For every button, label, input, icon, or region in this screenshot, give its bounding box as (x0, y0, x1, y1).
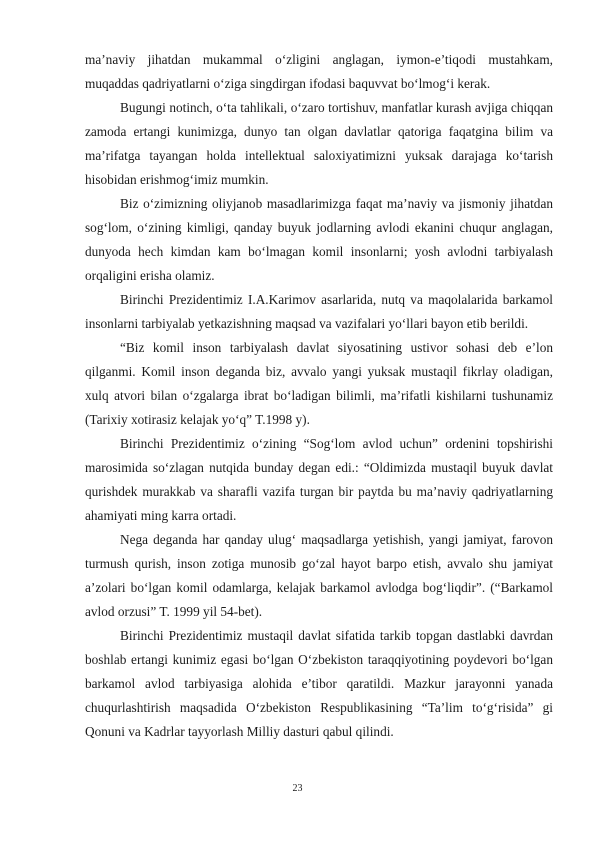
paragraph: Biz o‘zimizning oliyjanob masadlarimizga faqat ma’naviy va jismoniy jihatdan sog‘lom, o‘zining kimligi, qanday buyuk jodlarning avlodi ekanini chuqur anglagan, dunyoda hech kimdan kam bo‘lmagan komil insonlarni; yosh avlodni tarbiyalash orqaligini erisha olamiz. (85, 196, 553, 283)
paragraph: Birinchi Prezidentimiz mustaqil davlat sifatida tarkib topgan dastlabki davrdan boshlab ertangi kunimiz egasi bo‘lgan O‘zbekiston taraqqiyotining poydevori bo‘lgan barkamol avlod tarbiyasiga alohida e’tibor qaratildi. Mazkur jarayonni yanada chuqurlashtirish maqsadida O‘zbekiston Respublikasining “Ta’lim to‘g‘risida” gi Qonuni va Kadrlar tayyorlash Milliy dasturi qabul qilindi. (85, 628, 553, 739)
paragraph: Nega deganda har qanday ulug‘ maqsadlarga yetishish, yangi jamiyat, farovon turmush qurish, inson zotiga munosib go‘zal hayot barpo etish, avvalo shu jamiyat a’zolari bo‘lgan komil odamlarga, kelajak barkamol avlodga bog‘liqdir”. (“Barkamol avlod orzusi” T. 1999 yil 54-bet). (85, 532, 553, 619)
paragraph-continuation: ma’naviy jihatdan mukammal o‘zligini anglagan, iymon-e’tiqodi mustahkam, muqaddas qadriyatlarni o‘ziga singdirgan ifodasi baquvvat bo‘lmog‘i kerak. (85, 52, 553, 91)
paragraph: Birinchi Prezidentimiz I.A.Karimov asarlarida, nutq va maqolalarida barkamol insonlarni tarbiyalab yetkazishning maqsad va vazifalari yo‘llari bayon etib berildi. (85, 292, 553, 331)
page-body (85, 48, 553, 744)
paragraph: Birinchi Prezidentimiz o‘zining “Sog‘lom avlod uchun” ordenini topshirishi marosimida so‘zlagan nutqida bunday degan edi.: “Oldimizda mustaqil buyuk davlat qurishdek murakkab va sharafli vazifa turgan bir paytda bu ma’naviy qadriyatlarning ahamiyati ming karra ortadi. (85, 436, 553, 523)
paragraph: Bugungi notinch, o‘ta tahlikali, o‘zaro tortishuv, manfatlar kurash avjiga chiqqan zamoda ertangi kunimizga, dunyo tan olgan davlatlar qatoriga faqatgina bilim va ma’rifatga tayangan holda intellektual saloxiyatimizni yuksak darajaga ko‘tarish hisobidan erishmog‘imiz mumkin. (85, 100, 553, 187)
page-number: 23 (292, 783, 303, 794)
paragraph: “Biz komil inson tarbiyalash davlat siyosatining ustivor sohasi deb e’lon qilganmi. Komil inson deganda biz, avvalo yangi yuksak mustaqil fikrlay oladigan, xulq atvori bilan o‘zgalarga ibrat bo‘ladigan bilimli, ma’rifatli kishilarni tushunamiz (Tarixiy xotirasiz kelajak yo‘q” T.1998 y). (85, 340, 553, 427)
